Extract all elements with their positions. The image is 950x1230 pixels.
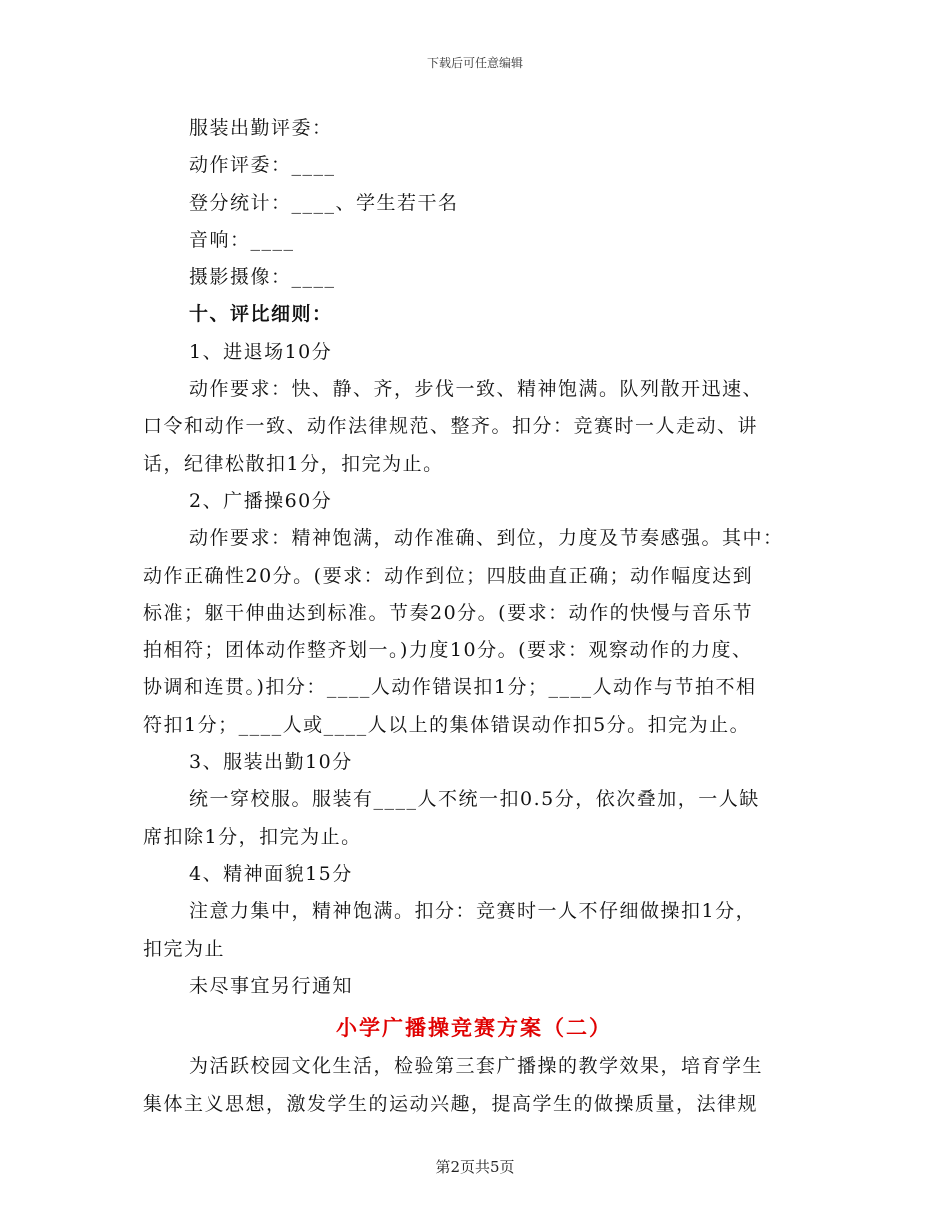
text-line-16: 符扣1分；____人或____人以上的集体错误动作扣5分。扣完为止。 <box>143 713 751 736</box>
section-title: 小学广播操竞赛方案（二） <box>336 1015 612 1041</box>
text-line-6: 1、进退场10分 <box>189 340 333 363</box>
text-line-22: 扣完为止 <box>143 937 226 960</box>
text-line-17: 3、服装出勤10分 <box>189 751 353 774</box>
text-line-8: 口令和动作一致、动作法律规范、整齐。扣分：竞赛时一人走动、讲 <box>143 415 759 438</box>
text-line-2: 登分统计：____、学生若干名 <box>189 191 459 214</box>
text-line-1: 动作评委：____ <box>189 154 336 177</box>
text-line-10: 2、广播操60分 <box>189 489 333 512</box>
text-line-3: 音响：____ <box>189 228 295 251</box>
text-line-12: 动作正确性20分。(要求：动作到位；四肢曲直正确；动作幅度达到 <box>143 564 754 587</box>
document-body <box>143 110 805 1123</box>
text-line-14: 拍相符；团体动作整齐划一。)力度10分。(要求：观察动作的力度、 <box>143 639 753 662</box>
page-footer: 第2页共5页 <box>435 1158 515 1176</box>
text-line-21: 注意力集中，精神饱满。扣分：竞赛时一人不仔细做操扣1分， <box>189 900 757 923</box>
text-line-4: 摄影摄像：____ <box>189 266 336 289</box>
paragraph-lines <box>143 110 805 1005</box>
text-line-13: 标准；躯干伸曲达到标准。节奏20分。(要求：动作的快慢与音乐节 <box>143 601 754 624</box>
text-line-15: 协调和连贯。)扣分：____人动作错误扣1分；____人动作与节拍不相 <box>143 676 757 699</box>
text-line-11: 动作要求：精神饱满，动作准确、到位，力度及节奏感强。其中： <box>189 527 784 550</box>
text-line-0: 服装出勤评委： <box>189 117 333 139</box>
text-line-5: 十、评比细则： <box>189 303 333 326</box>
closing-line-0: 为活跃校园文化生活，检验第三套广播操的教学效果，培育学生 <box>189 1055 764 1078</box>
text-line-23: 未尽事宜另行通知 <box>189 974 354 997</box>
text-line-9: 话，纪律松散扣1分，扣完为止。 <box>143 452 444 475</box>
closing-line-1: 集体主义思想，激发学生的运动兴趣，提高学生的做操质量，法律规 <box>143 1092 759 1115</box>
text-line-18: 统一穿校服。服装有____人不统一扣0.5分，依次叠加，一人缺 <box>189 788 760 811</box>
text-line-19: 席扣除1分，扣完为止。 <box>143 825 362 848</box>
text-line-7: 动作要求：快、静、齐，步伐一致、精神饱满。队列散开迅速、 <box>189 378 764 401</box>
header-note: 下载后可任意编辑 <box>426 56 523 70</box>
text-line-20: 4、精神面貌15分 <box>189 862 353 885</box>
closing-paragraph <box>143 1048 805 1123</box>
